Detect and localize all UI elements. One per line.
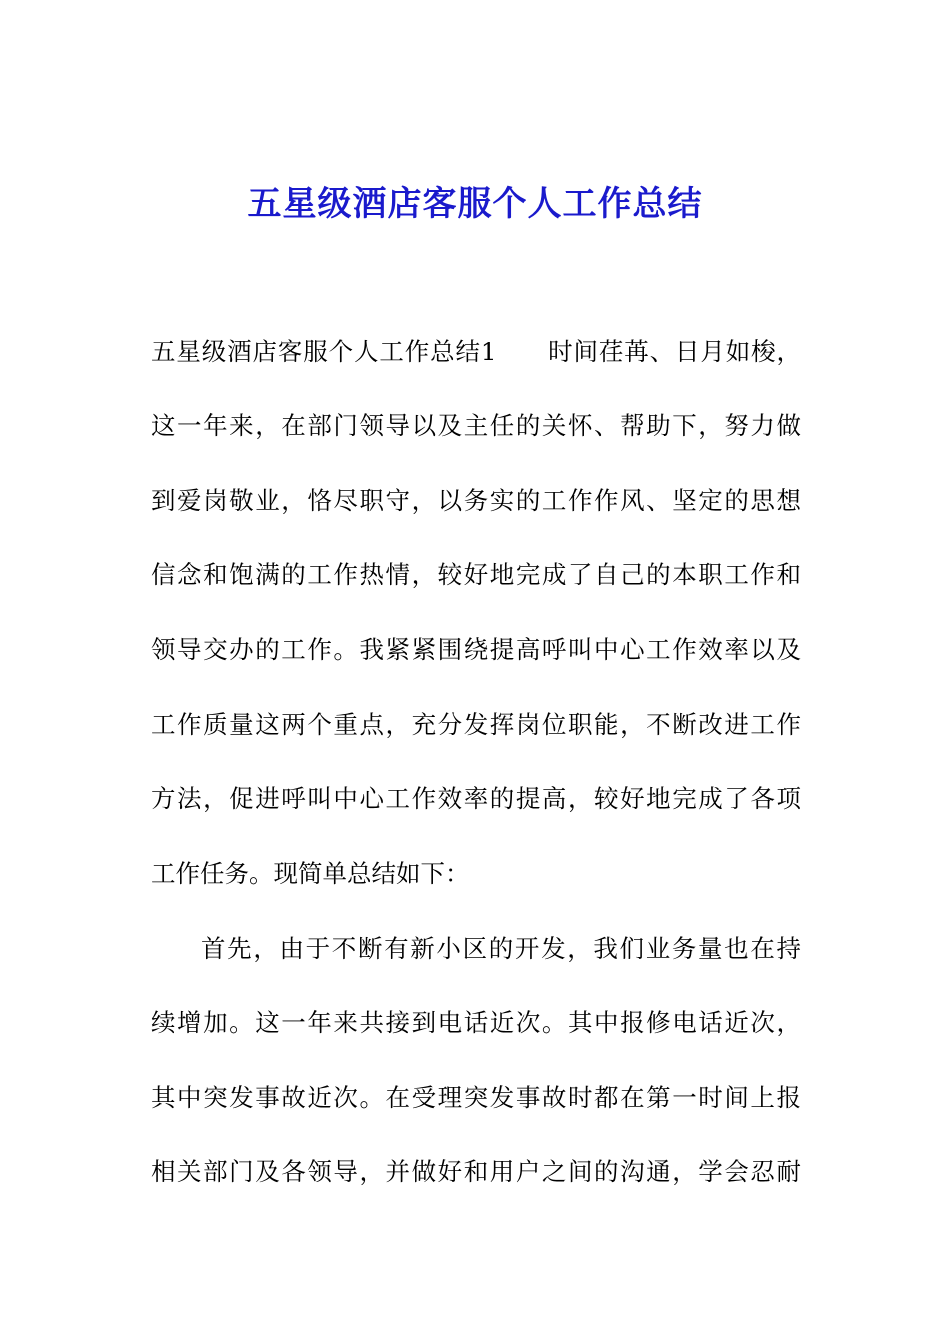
body-line: 工作任务。现简单总结如下：	[151, 859, 470, 888]
body-line: 信念和饱满的工作热情，较好地完成了自己的本职工作和	[151, 560, 801, 589]
body-line: 五星级酒店客服个人工作总结1 时间荏苒、日月如梭，	[151, 337, 801, 366]
body-line: 续增加。这一年来共接到电话近次。其中报修电话近次，	[151, 1008, 801, 1037]
body-line: 工作质量这两个重点，充分发挥岗位职能，不断改进工作	[151, 710, 801, 739]
body-line: 到爱岗敬业，恪尽职守，以务实的工作作风、坚定的思想	[151, 486, 801, 515]
body-line: 其中突发事故近次。在受理突发事故时都在第一时间上报	[151, 1083, 801, 1112]
body-line: 方法，促进呼叫中心工作效率的提高，较好地完成了各项	[151, 784, 801, 813]
body-line: 领导交办的工作。我紧紧围绕提高呼叫中心工作效率以及	[151, 635, 801, 664]
body-line: 相关部门及各领导，并做好和用户之间的沟通，学会忍耐	[151, 1157, 801, 1186]
body-line: 这一年来，在部门领导以及主任的关怀、帮助下，努力做	[151, 411, 801, 440]
document-title: 五星级酒店客服个人工作总结	[247, 184, 703, 224]
body-line: 首先，由于不断有新小区的开发，我们业务量也在持	[201, 934, 801, 963]
